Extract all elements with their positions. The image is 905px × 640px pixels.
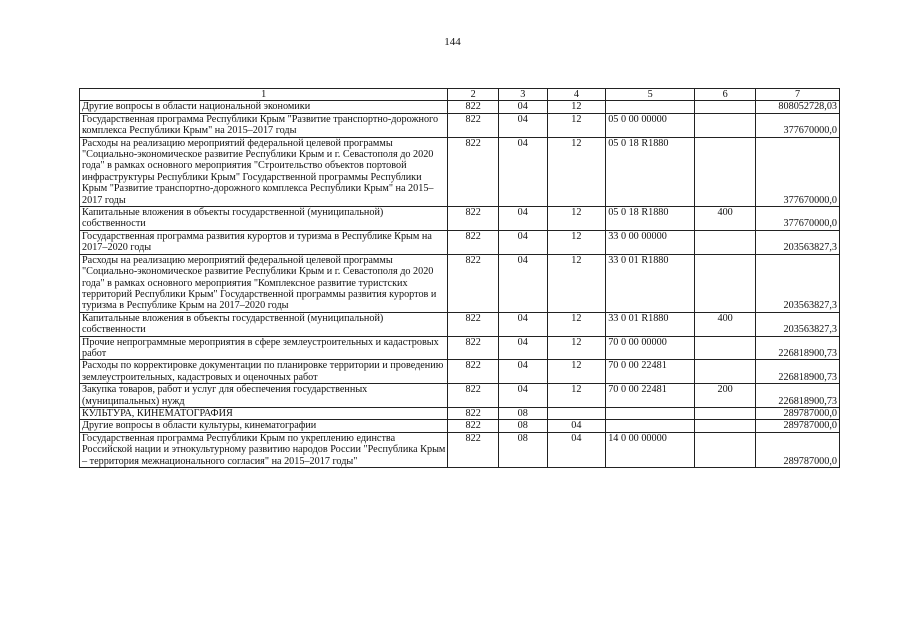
cell-expense-type [695,230,756,254]
cell-subsection-code: 12 [547,113,606,137]
table-row [80,384,840,408]
cell-section-code: 04 [498,254,547,312]
cell-ministry-code: 822 [448,137,499,206]
cell-target-article: 14 0 00 00000 [606,432,695,467]
cell-ministry-code: 822 [448,113,499,137]
cell-target-article: 05 0 18 R1880 [606,207,695,231]
cell-ministry-code: 822 [448,230,499,254]
cell-expense-type: 400 [695,312,756,336]
cell-target-article [606,101,695,113]
row-description: Государственная программа Республики Крым "Развитие транспортно-дорожного комплекса Республики Крым" на 2015–2017 годы [80,113,448,137]
cell-ministry-code: 822 [448,420,499,432]
cell-amount: 808052728,03 [755,101,839,113]
table-row [80,230,840,254]
cell-target-article: 70 0 00 22481 [606,360,695,384]
cell-target-article [606,407,695,419]
row-description: КУЛЬТУРА, КИНЕМАТОГРАФИЯ [80,407,448,419]
cell-target-article: 05 0 18 R1880 [606,137,695,206]
cell-amount: 226818900,73 [755,336,839,360]
column-header: 5 [606,89,695,101]
cell-expense-type [695,254,756,312]
cell-section-code: 04 [498,230,547,254]
cell-subsection-code: 12 [547,312,606,336]
cell-amount: 203563827,3 [755,254,839,312]
cell-expense-type [695,137,756,206]
cell-expense-type [695,101,756,113]
cell-ministry-code: 822 [448,207,499,231]
cell-expense-type [695,360,756,384]
table-row [80,420,840,432]
table-header-row [80,89,840,101]
cell-section-code: 04 [498,207,547,231]
cell-amount: 203563827,3 [755,230,839,254]
cell-section-code: 04 [498,137,547,206]
cell-subsection-code: 12 [547,230,606,254]
row-description: Другие вопросы в области национальной экономики [80,101,448,113]
cell-amount: 226818900,73 [755,384,839,408]
cell-amount: 377670000,0 [755,113,839,137]
cell-section-code: 08 [498,407,547,419]
cell-expense-type [695,113,756,137]
cell-target-article: 05 0 00 00000 [606,113,695,137]
column-header: 6 [695,89,756,101]
cell-ministry-code: 822 [448,407,499,419]
cell-section-code: 04 [498,113,547,137]
row-description: Прочие непрограммные мероприятия в сфере землеустроительных и кадастровых работ [80,336,448,360]
cell-target-article: 70 0 00 22481 [606,384,695,408]
cell-target-article: 33 0 01 R1880 [606,312,695,336]
cell-subsection-code: 04 [547,432,606,467]
column-header: 2 [448,89,499,101]
cell-subsection-code: 12 [547,137,606,206]
row-description: Другие вопросы в области культуры, кинематографии [80,420,448,432]
table-row [80,254,840,312]
cell-amount: 226818900,73 [755,360,839,384]
cell-ministry-code: 822 [448,336,499,360]
cell-expense-type [695,336,756,360]
cell-subsection-code: 12 [547,360,606,384]
cell-ministry-code: 822 [448,312,499,336]
cell-section-code: 04 [498,384,547,408]
cell-ministry-code: 822 [448,101,499,113]
row-description: Расходы на реализацию мероприятий федеральной целевой программы "Социально-экономическое развитие Республики Крым и г. Севастополя до 2020 года" в рамках основного мероприятия "Строительство объектов портовой инфраструктуры Республики Крым" Государственной программы Республики Крым "Развитие транспортно-дорожного комплекса Республики Крым" на 2015–2017 годы [80,137,448,206]
cell-amount: 289787000,0 [755,407,839,419]
column-header: 4 [547,89,606,101]
table-row [80,113,840,137]
cell-section-code: 08 [498,432,547,467]
table-row [80,312,840,336]
cell-amount: 289787000,0 [755,432,839,467]
cell-ministry-code: 822 [448,384,499,408]
cell-expense-type [695,407,756,419]
cell-amount: 377670000,0 [755,207,839,231]
cell-subsection-code: 12 [547,101,606,113]
cell-target-article: 33 0 00 00000 [606,230,695,254]
page-number: 144 [444,36,461,48]
cell-subsection-code: 04 [547,420,606,432]
table-row [80,101,840,113]
cell-ministry-code: 822 [448,432,499,467]
cell-section-code: 04 [498,312,547,336]
table-row [80,360,840,384]
cell-subsection-code: 12 [547,336,606,360]
cell-section-code: 04 [498,336,547,360]
table-row [80,137,840,206]
row-description: Закупка товаров, работ и услуг для обеспечения государственных (муниципальных) нужд [80,384,448,408]
budget-table [79,88,840,468]
cell-expense-type: 400 [695,207,756,231]
cell-subsection-code [547,407,606,419]
column-header: 3 [498,89,547,101]
column-header: 1 [80,89,448,101]
table-row [80,407,840,419]
cell-amount: 289787000,0 [755,420,839,432]
row-description: Капитальные вложения в объекты государственной (муниципальной) собственности [80,312,448,336]
cell-ministry-code: 822 [448,254,499,312]
cell-amount: 203563827,3 [755,312,839,336]
cell-expense-type: 200 [695,384,756,408]
table-row [80,336,840,360]
row-description: Расходы по корректировке документации по планировке территории и проведению землеустроительных, кадастровых и оценочных работ [80,360,448,384]
cell-subsection-code: 12 [547,384,606,408]
cell-target-article: 33 0 01 R1880 [606,254,695,312]
row-description: Капитальные вложения в объекты государственной (муниципальной) собственности [80,207,448,231]
cell-section-code: 04 [498,360,547,384]
cell-expense-type [695,420,756,432]
cell-subsection-code: 12 [547,207,606,231]
cell-target-article: 70 0 00 00000 [606,336,695,360]
cell-target-article [606,420,695,432]
cell-ministry-code: 822 [448,360,499,384]
cell-expense-type [695,432,756,467]
cell-section-code: 04 [498,101,547,113]
table-row [80,432,840,467]
cell-subsection-code: 12 [547,254,606,312]
table-row [80,207,840,231]
row-description: Государственная программа Республики Крым по укреплению единства Российской нации и этнокультурному развитию народов России "Республика Крым – территория межнационального согласия" на 2015–2017 годы" [80,432,448,467]
row-description: Расходы на реализацию мероприятий федеральной целевой программы "Социально-экономическое развитие Республики Крым и г. Севастополя до 2020 года" в рамках основного мероприятия "Комплексное развитие туристских территорий Республики Крым" Государственной программы развития курортов и туризма в Республике Крым на 2017–2020 годы [80,254,448,312]
row-description: Государственная программа развития курортов и туризма в Республике Крым на 2017–2020 годы [80,230,448,254]
cell-amount: 377670000,0 [755,137,839,206]
cell-section-code: 08 [498,420,547,432]
column-header: 7 [755,89,839,101]
